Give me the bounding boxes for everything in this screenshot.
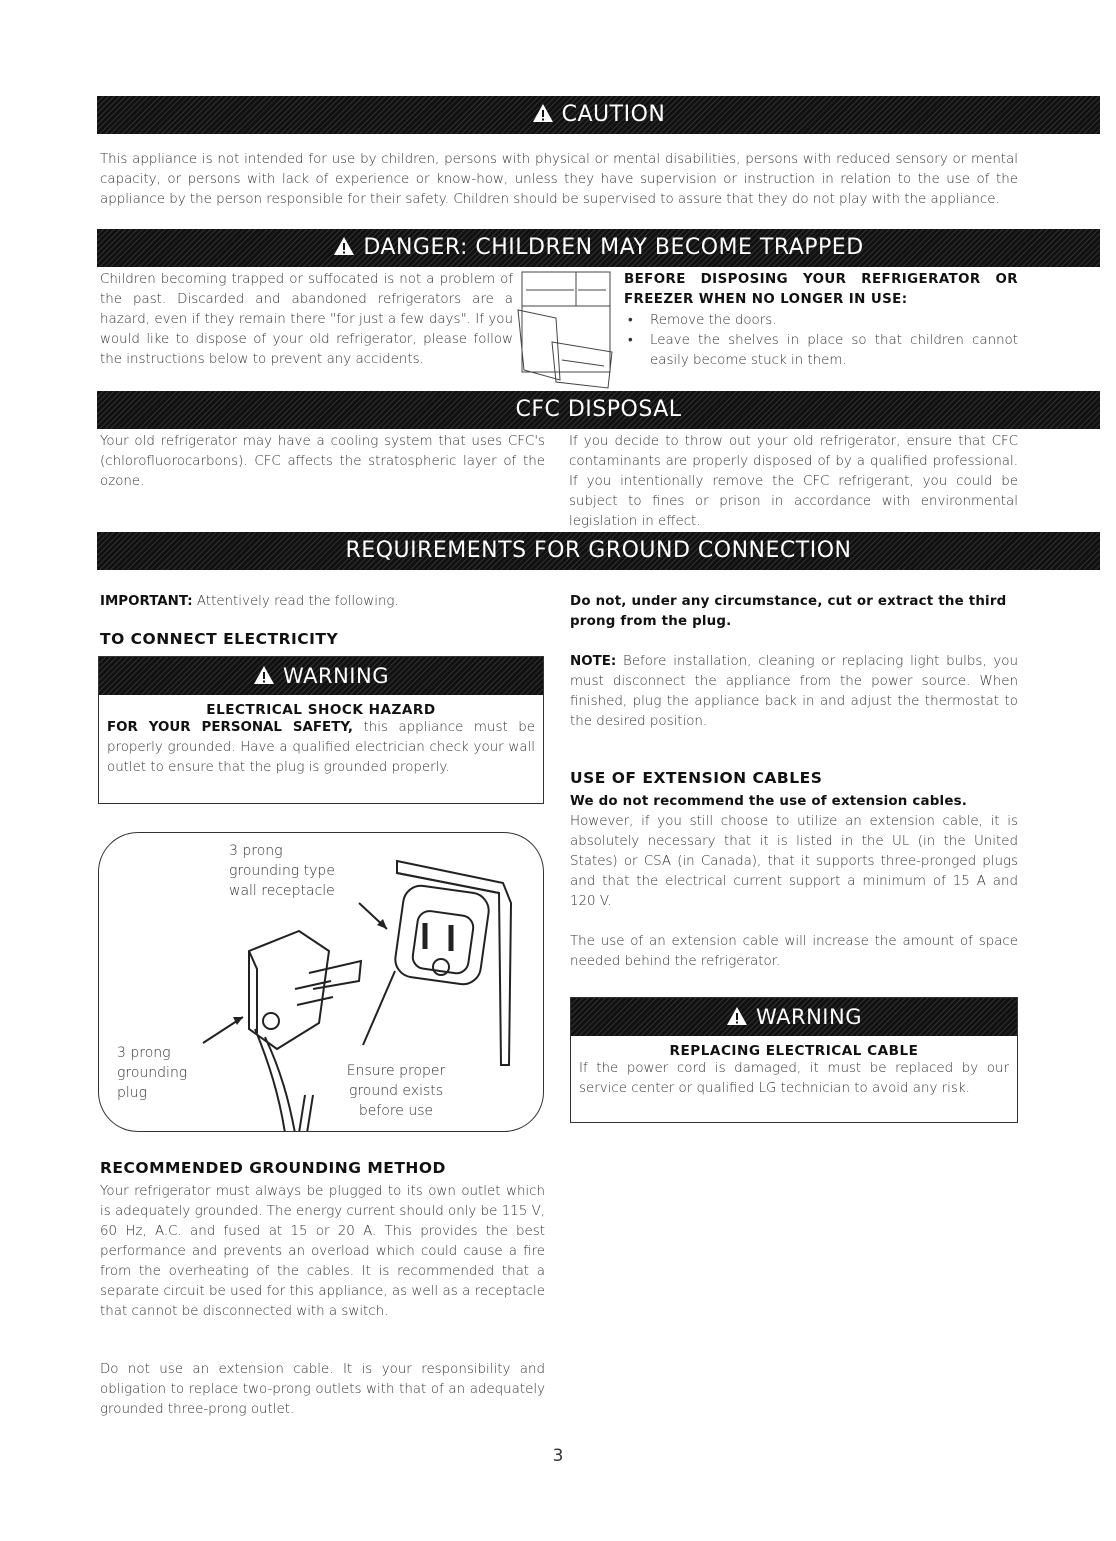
refrigerator-illustration [516,270,616,390]
recommended-grounding-text: Your refrigerator must always be plugged to its own outlet which is adequately grounded. The energy current should only be 115 V, 60 Hz, A.C. and fused at 15 or 20 A. This provides the best performance and prevents an overload which could cause a fire from the overheating of the cables. It is recommended that a separate circuit be used for this appliance, as well as a receptacle that cannot be disconnected with a switch. [100,1184,545,1319]
bullet-item: • Leave the shelves in place so that children cannot easily become stuck in them. [624,331,1018,371]
warning-triangle-icon [532,103,554,123]
plug-label [117,1043,217,1103]
extension-space-text: The use of an extension cable will increase the amount of space needed behind the refrigerator. [570,934,1018,969]
cfc-banner [97,391,1100,429]
warning-subtitle: REPLACING ELECTRICAL CABLE [669,1043,919,1059]
cfc-right-text: If you decide to throw out your old refrigerator, ensure that CFC contaminants are properly disposed of by a qualified professional. If you intentionally remove the CFC refrigerant, you could be subject to fines or prison in accordance with environmental legislation in effect. [569,434,1018,529]
warning-subtitle: ELECTRICAL SHOCK HAZARD [206,702,436,718]
cfc-title: CFC DISPOSAL [515,397,682,422]
ground-title: REQUIREMENTS FOR GROUND CONNECTION [345,538,852,563]
danger-title: DANGER: CHILDREN MAY BECOME TRAPPED [363,235,864,260]
label-line: grounding type [229,863,335,879]
danger-body: Children becoming trapped or suffocated is not a problem of the past. Discarded and abandoned refrigerators are a hazard, even if they remain there "for just a few days". If you would like to dispose of your old refrigerator, please follow the instructions below to prevent any accidents. [100,272,513,367]
disposal-bullet-list [624,311,1018,371]
connect-electricity-heading: TO CONNECT ELECTRICITY [100,630,339,648]
outlet-figure [98,832,544,1132]
label-line: 3 prong [229,843,283,859]
warning-text [99,718,543,778]
warning-box-shock [98,656,544,804]
caution-title: CAUTION [561,102,666,127]
warning-text: If the power cord is damaged, it must be replaced by our service center or qualified LG technician to avoid any risk. [579,1061,1009,1096]
do-not-cut-warning: Do not, under any circumstance, cut or extract the third prong from the plug. [570,594,1007,629]
ground-banner [97,532,1100,570]
warning-box-cable [570,997,1018,1123]
label-line: 3 prong [117,1045,171,1061]
recommended-grounding-heading: RECOMMENDED GROUNDING METHOD [100,1159,446,1177]
label-line: grounding [117,1065,188,1081]
extension-cables-text: However, if you still choose to utilize an extension cable, it is absolutely necessary that it is listed in the UL (in the United States) or CSA (in Canada), that it supports three-pronged plugs and that the electrical current support a minimum of 15 A and 120 V. [570,814,1018,909]
important-text: Attentively read the following. [192,594,399,609]
important-label: IMPORTANT: [100,594,193,609]
ensure-label [331,1061,461,1121]
extension-warning-text: Do not use an extension cable. It is your responsibility and obligation to replace two-prong outlets with that of an adequately grounded three-prong outlet. [100,1362,545,1417]
warning-body: this appliance must be properly grounded. Have a qualified electrician check your wall outlet to ensure that the plug is grounded properly. [107,720,535,775]
page-number: 3 [552,1446,564,1466]
label-line: ground exists [348,1083,444,1099]
label-line: plug [117,1085,148,1101]
receptacle-label [229,841,369,901]
warning-triangle-icon [333,236,355,256]
label-line: Ensure proper [346,1063,446,1079]
before-disposing-heading: BEFORE DISPOSING YOUR REFRIGERATOR OR FREEZER WHEN NO LONGER IN USE: [624,272,1018,307]
note-text: Before installation, cleaning or replacing light bulbs, you must disconnect the appliance from the power source. When finished, plug the appliance back in and adjust the thermostat to the desired position. [570,654,1018,729]
extension-cables-heading: USE OF EXTENSION CABLES [570,769,823,787]
warning-triangle-icon [253,665,275,685]
note-label: NOTE: [570,654,617,669]
label-line: before use [358,1103,434,1119]
note-paragraph [570,652,1018,732]
warning-banner [571,998,1017,1036]
warning-banner [99,657,543,695]
caution-banner [97,96,1100,134]
danger-banner [97,229,1100,267]
important-note [100,592,545,612]
warning-title: WARNING [283,664,389,688]
warning-title: WARNING [756,1005,862,1029]
cfc-left-text: Your old refrigerator may have a cooling system that uses CFC's (chlorofluorocarbons). CFC affects the stratospheric layer of the ozone. [100,434,545,489]
bullet-item: • Remove the doors. [624,311,1018,331]
caution-body: This appliance is not intended for use by children, persons with physical or mental disabilities, persons with reduced sensory or mental capacity, or persons with lack of experience or know-how, unless they have supervision or instruction in relation to the use of the appliance by the person responsible for their safety. Children should be supervised to assure that they do not play with the appliance. [100,152,1018,207]
extension-not-recommended: We do not recommend the use of extension cables. [570,794,968,809]
warning-lead: FOR YOUR PERSONAL SAFETY, [107,720,353,735]
label-line: wall receptacle [229,883,335,899]
warning-triangle-icon [726,1006,748,1026]
